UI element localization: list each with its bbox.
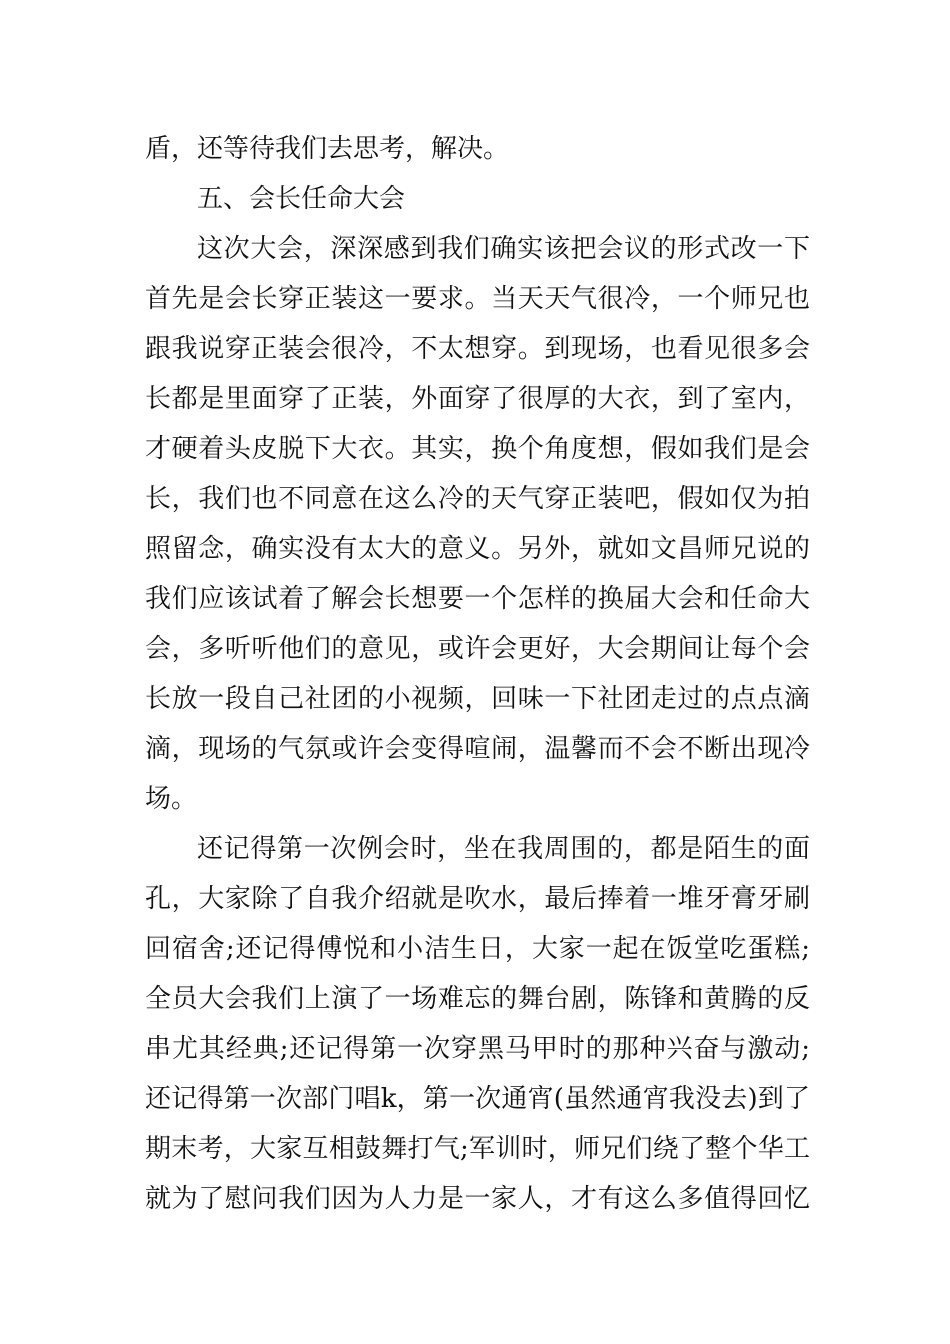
text-line: 还记得第一次部门唱k，第一次通宵(虽然通宵我没去)到了 [145, 1084, 810, 1114]
text-line: 这次大会，深深感到我们确实该把会议的形式改一下 [197, 234, 810, 264]
text-line: 盾，还等待我们去思考，解决。 [145, 134, 510, 164]
text-line: 跟我说穿正装会很冷，不太想穿。到现场，也看见很多会 [145, 334, 810, 364]
text-line: 期末考，大家互相鼓舞打气;军训时，师兄们绕了整个华工 [145, 1134, 810, 1164]
text-line: 还记得第一次例会时，坐在我周围的，都是陌生的面 [197, 834, 810, 864]
section-heading: 五、会长任命大会 [197, 184, 406, 214]
text-line: 场。 [145, 784, 198, 814]
text-line: 才硬着头皮脱下大衣。其实，换个角度想，假如我们是会 [145, 434, 810, 464]
text-line: 长，我们也不同意在这么冷的天气穿正装吧，假如仅为拍 [145, 484, 810, 514]
text-line: 长都是里面穿了正装，外面穿了很厚的大衣，到了室内， [145, 384, 810, 414]
text-line: 滴，现场的气氛或许会变得喧闹，温馨而不会不断出现冷 [145, 734, 810, 764]
text-line: 串尤其经典;还记得第一次穿黑马甲时的那种兴奋与激动; [145, 1034, 810, 1064]
text-line: 照留念，确实没有太大的意义。另外，就如文昌师兄说的 [145, 534, 810, 564]
text-line: 长放一段自己社团的小视频，回味一下社团走过的点点滴 [145, 684, 810, 714]
text-line: 会，多听听他们的意见，或许会更好，大会期间让每个会 [145, 634, 810, 664]
text-line: 首先是会长穿正装这一要求。当天天气很冷，一个师兄也 [145, 284, 810, 314]
text-line: 回宿舍;还记得傅悦和小洁生日，大家一起在饭堂吃蛋糕; [145, 934, 810, 964]
text-line: 就为了慰问我们因为人力是一家人，才有这么多值得回忆 [145, 1184, 810, 1214]
text-line: 我们应该试着了解会长想要一个怎样的换届大会和任命大 [145, 584, 810, 614]
text-line: 全员大会我们上演了一场难忘的舞台剧，陈锋和黄腾的反 [145, 984, 810, 1014]
text-line: 孔，大家除了自我介绍就是吹水，最后捧着一堆牙膏牙刷 [145, 884, 810, 914]
